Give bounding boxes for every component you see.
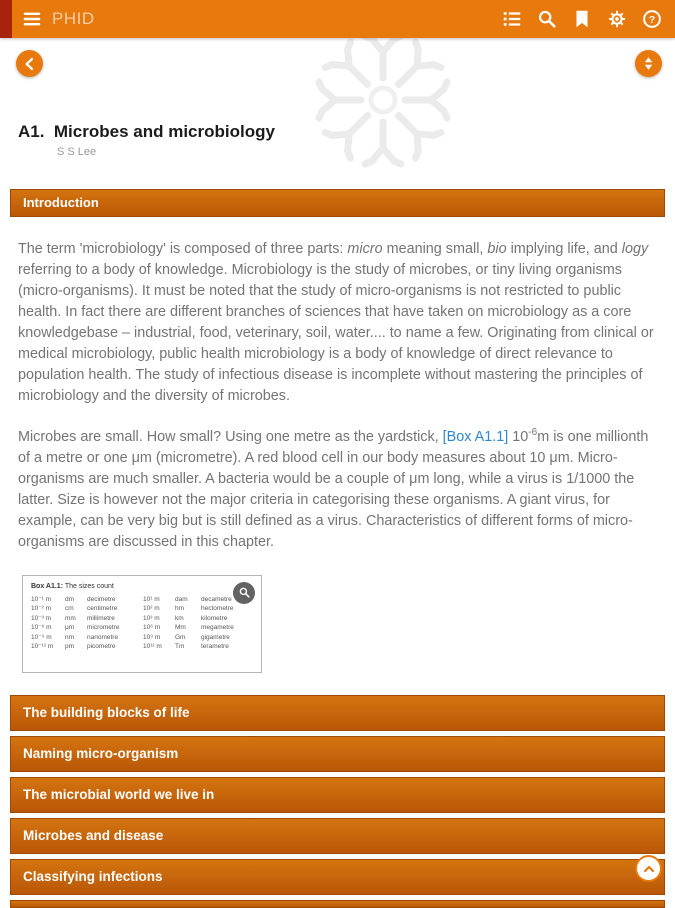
box-a1-1-thumbnail[interactable] [22, 575, 262, 673]
scroll-to-top-button[interactable] [635, 855, 662, 882]
magnifier-zoom-icon[interactable] [233, 582, 255, 604]
italic-logy: logy [621, 241, 649, 257]
box-thumbnail-title: Box A1.1: The sizes count [31, 582, 114, 590]
svg-text:?: ? [648, 13, 656, 26]
settings-gear-icon[interactable] [605, 7, 629, 31]
back-button[interactable] [16, 50, 43, 77]
box-sizes-table: 10⁻¹ m dm decimetre 10¹ m dam decametre 10⁻² m cm centimetre 10² m hm hectometre 10⁻³ m mm millimetre 10³ m km kilometre 10⁻⁶ m μm micrometre 10⁶ m Mm megametre 10⁻⁹ m nm nanometre 10⁹ m Gm gigametre 10⁻¹² m pm picometre 10¹² m Tm terametre [31, 595, 234, 651]
chapter-content [0, 122, 675, 908]
jump-navigate-icon [641, 56, 656, 71]
size-paragraph: Microbes are small. How small? Using one metre as the yardstick, [Box A1.1] $10^{-6}m$ is one millionth of a metre or one μm (micrometre). A red blood cell in our body measures about 10 μm. Micro-organisms are much smaller. A bacteria would be a couple of μm long, while a virus is 1/1000 the latter. Size is however not the major criteria in categorising these organisms. A giant virus, for example, can be very big but is still defined as a virus. Characteristics of different forms of micro-organisms are discussed in this chapter. [18, 427, 649, 550]
menu-icon[interactable] [21, 8, 43, 30]
app-bar [0, 0, 675, 38]
italic-bio: bio [487, 241, 507, 257]
intro-paragraph: The term 'microbiology' is composed of three parts: micro meaning small, bio implying life, and logy referring to a body of knowledge. Microbiology is the study of microbes, or tiny living organisms (micro-organisms). It must be noted that the study of micro-organisms is not restricted to public health. In fact there are different branches of sciences that have taken on microbiology as a core knowledgebase – industrial, food, veterinary, soil, water.... to name a few. Originating from clinical or medical microbiology, public health microbiology is a body of knowledge of direct relevance to population health. The study of infectious disease is incomplete without mastering the principles of microbiology and the diversity of microbes. [18, 241, 654, 404]
section-bar-building-blocks[interactable]: The building blocks of life [10, 695, 665, 731]
box-a1-1-link[interactable]: [Box A1.1] [442, 428, 509, 445]
contents-list-icon[interactable] [500, 7, 524, 31]
intro-text: The term 'microbiology' is composed of three parts: [18, 241, 348, 257]
section-bar-naming[interactable]: Naming micro-organism [10, 736, 665, 772]
section-bar-partial[interactable] [10, 900, 665, 908]
section-header-introduction[interactable]: Introduction [10, 189, 665, 217]
chapter-author: S S Lee [57, 146, 97, 158]
section-bar-microbes-disease[interactable]: Microbes and disease [10, 818, 665, 854]
scroll-to-top-icon [641, 861, 657, 877]
section-bar-classifying-infections[interactable]: Classifying infections [10, 859, 665, 895]
bookmark-icon[interactable] [570, 7, 594, 31]
chapter-heading: A1. Microbes and microbiology [18, 122, 275, 141]
italic-micro: micro [347, 241, 383, 257]
section-list [0, 695, 675, 908]
jump-navigate-button[interactable] [635, 50, 662, 77]
help-icon[interactable] [640, 7, 664, 31]
search-icon[interactable] [535, 7, 559, 31]
back-arrow-icon [22, 56, 38, 72]
app-title: PHID [52, 9, 95, 28]
drawer-edge-accent [0, 0, 12, 38]
superscript-exponent: -6 [528, 427, 538, 438]
section-bar-microbial-world[interactable]: The microbial world we live in [10, 777, 665, 813]
